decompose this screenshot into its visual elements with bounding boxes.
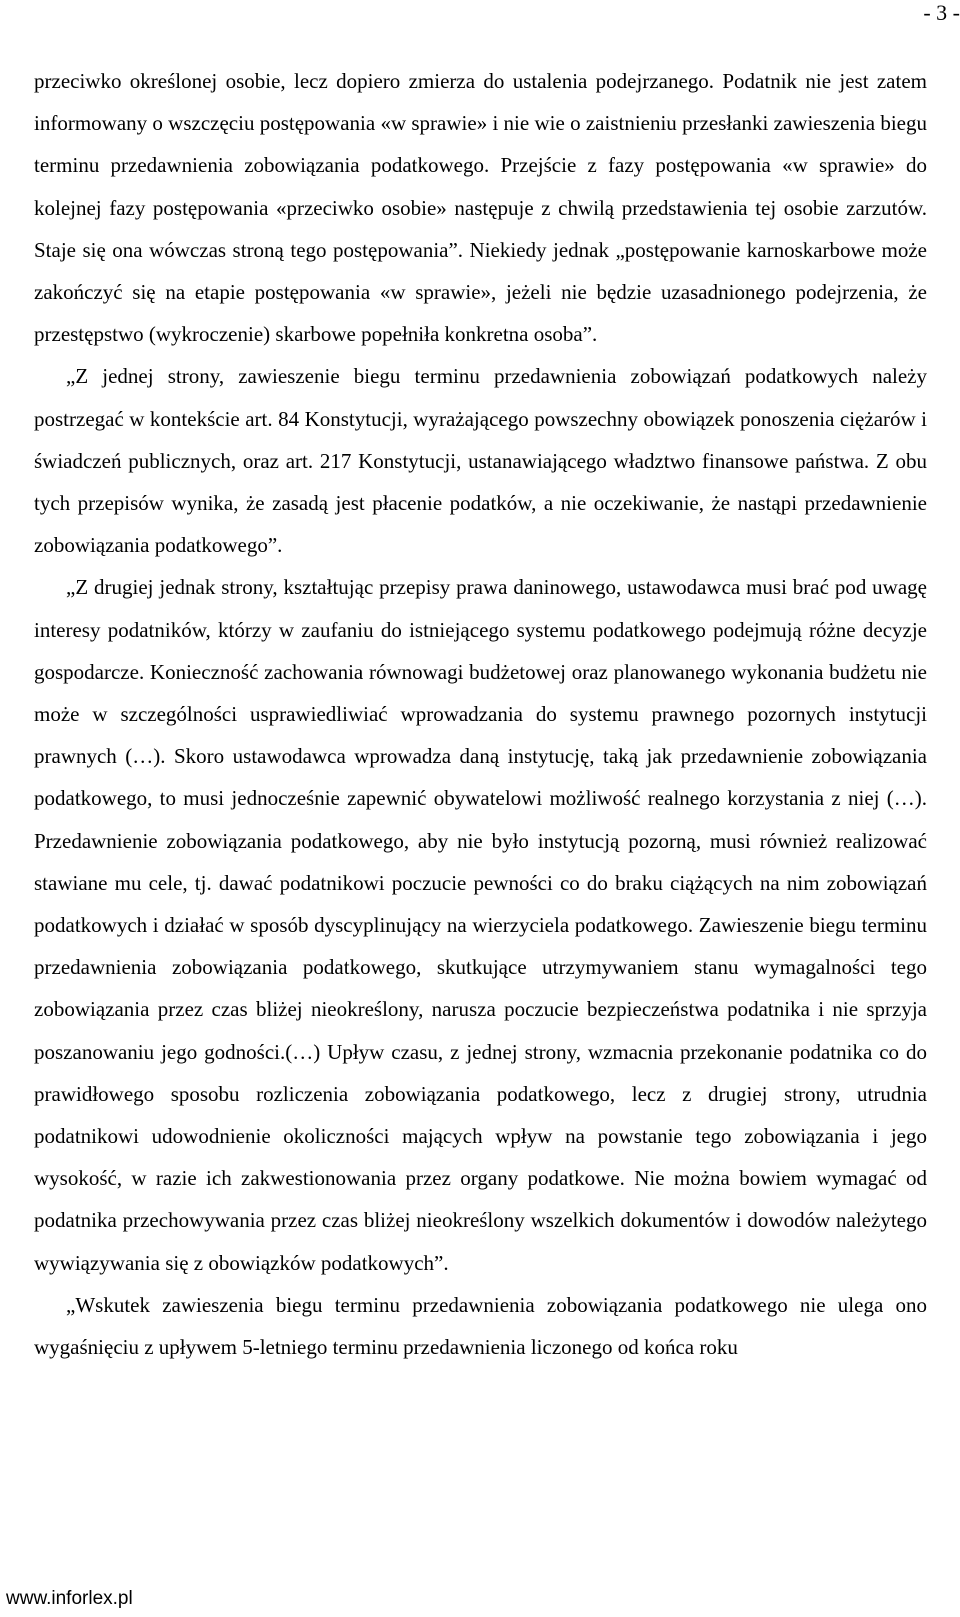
paragraph-1: przeciwko określonej osobie, lecz dopiero zmierza do ustalenia podejrzanego. Podatnik nie jest zatem informowany o wszczęciu postępowania «w sprawie» i nie wie o zaistnieniu przesłanki zawieszenia biegu terminu przedawnienia zobowiązania podatkowego. Przejście z fazy postępowania «w sprawie» do kolejnej fazy postępowania «przeciwko osobie» następuje z chwilą przedstawienia tej osobie zarzutów. Staje się ona wówczas stroną tego postępowania”. Niekiedy jednak „postępowanie karnoskarbowe może zakończyć się na etapie postępowania «w sprawie», jeżeli nie będzie uzasadnionego podejrzenia, że przestępstwo (wykroczenie) skarbowe popełniła konkretna osoba”.	[34, 69, 927, 347]
paragraph-2: „Z jednej strony, zawieszenie biegu terminu przedawnienia zobowiązań podatkowych należy postrzegać w kontekście art. 84 Konstytucji, wyrażającego powszechny obowiązek ponoszenia ciężarów i świadczeń publicznych, oraz art. 217 Konstytucji, ustanawiającego władztwo finansowe państwa. Z obu tych przepisów wynika, że zasadą jest płacenie podatków, a nie oczekiwanie, że nastąpi przedawnienie zobowiązania podatkowego”.	[34, 364, 927, 558]
page-number-text: - 3 -	[923, 0, 960, 25]
page-number	[0, 0, 960, 26]
paragraph-3: „Z drugiej jednak strony, kształtując przepisy prawa daninowego, ustawodawca musi brać pod uwagę interesy podatników, którzy w zaufaniu do istniejącego systemu podatkowego podejmują różne decyzje gospodarcze. Konieczność zachowania równowagi budżetowej oraz planowanego wykonania budżetu nie może w szczególności usprawiedliwiać wprowadzania do systemu prawnego pozornych instytucji prawnych (…). Skoro ustawodawca wprowadza daną instytucję, taką jak przedawnienie zobowiązania podatkowego, to musi jednocześnie zapewnić obywatelowi możliwość realnego korzystania z niej (…). Przedawnienie zobowiązania podatkowego, aby nie było instytucją pozorną, musi również realizować stawiane mu cele, tj. dawać podatnikowi poczucie pewności co do braku ciążących na nim zobowiązań podatkowych i działać w sposób dyscyplinujący na wierzyciela podatkowego. Zawieszenie biegu terminu przedawnienia zobowiązania podatkowego, skutkujące utrzymywaniem stanu wymagalności tego zobowiązania przez czas bliżej nieokreślony, narusza poczucie bezpieczeństwa podatnika i nie sprzyja poszanowaniu jego godności.(…) Upływ czasu, z jednej strony, wzmacnia przekonanie podatnika co do prawidłowego sposobu rozliczenia zobowiązania podatkowego, lecz z drugiej strony, utrudnia podatnikowi udowodnienie okoliczności mających wpływ na powstanie tego zobowiązania i jego wysokość, w razie ich zakwestionowania przez organy podatkowe. Nie można bowiem wymagać od podatnika przechowywania przez czas bliżej nieokreślony wszelkich dokumentów i dowodów należytego wywiązywania się z obowiązków podatkowych”.	[34, 575, 927, 1275]
paragraph-4: „Wskutek zawieszenia biegu terminu przedawnienia zobowiązania podatkowego nie ulega ono wygaśnięciu z upływem 5-letniego terminu przedawnienia liczonego od końca roku	[34, 1292, 927, 1360]
footer-url[interactable]: www.inforlex.pl	[6, 1588, 133, 1609]
document-body	[34, 60, 927, 1368]
